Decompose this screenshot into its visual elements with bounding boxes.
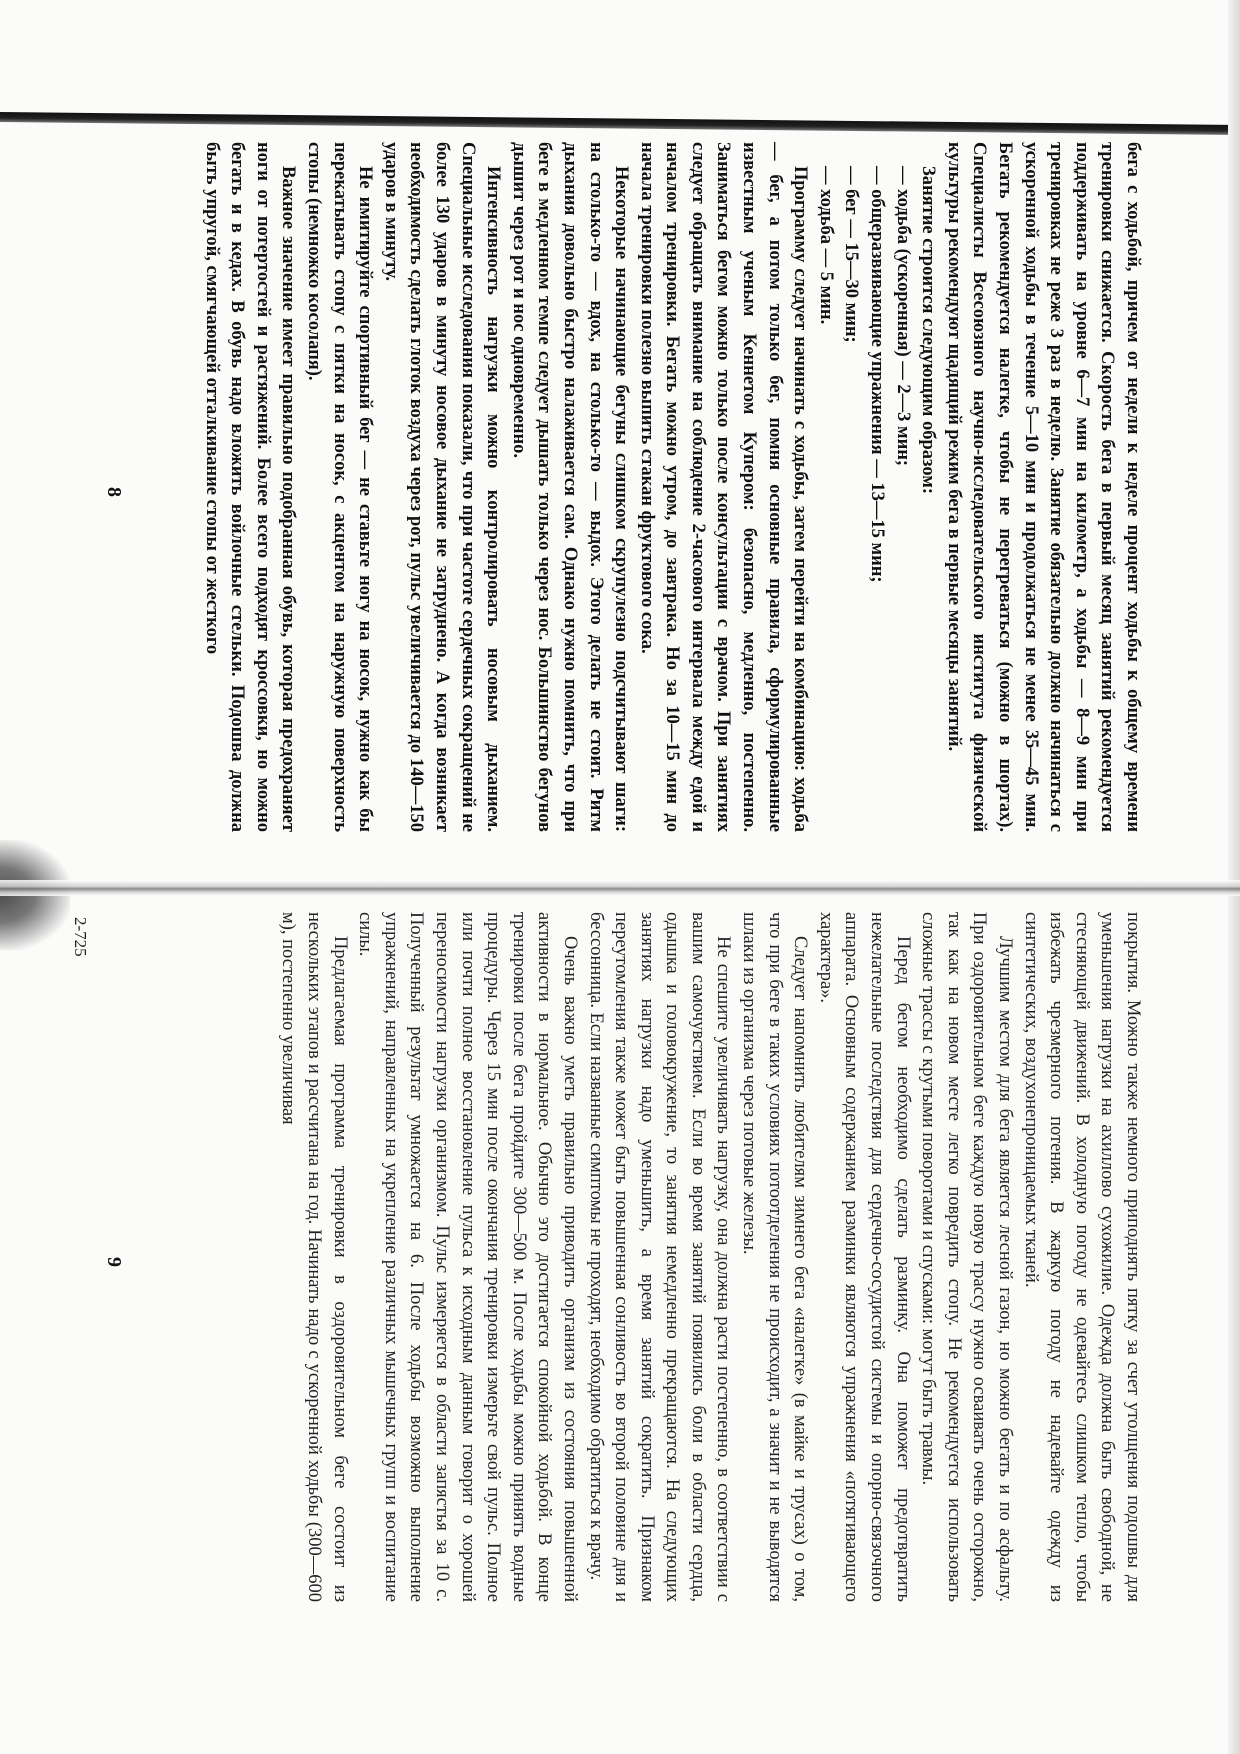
paragraph: Некоторые начинающие бегуны слишком скрупулезно подсчитывают шаги: на столько-то — вдох, на столько-то — выдох. Этого делать не стоит. Ритм дыхания довольно быстро налаживается сам. Однако нужно помнить, что при беге в медленном темпе следует дышать только через нос. Большинство бегунов дышит через рот и нос одновременно. xyxy=(508,142,632,832)
paragraph: покрытия. Можно также немного приподнять пятку за счет утолщения подошвы для уменьшения нагрузки на ахиллово сухожилие. Одежда должна быть свободной, не стесняющей движений. В холодную погоду не одевайтесь слишком тепло, чтобы избежать чрезмерного потения. В жаркую погоду не надевайте одежду из синтетических, воздухонепроницаемых тканей. xyxy=(1020,912,1143,1602)
list-item: — бег — 15—30 мин; xyxy=(841,166,862,343)
page-8-text xyxy=(198,142,1145,832)
page-number: 8 xyxy=(103,487,125,497)
paragraph: Предлагаемая программа тренировки в оздоровительном беге состоит из нескольких этапов и рассчитана на год. Начинать надо с ускоренной ходьбы (300—600 м), постепенно увеличивая xyxy=(278,912,350,1602)
paragraph: Не имитируйте спортивный бег — не ставьте ногу на носок, нужно как бы перекатывать стопу с пятки на носок, с акцентом на наружную поверхность стопы (немножко косолапя). xyxy=(304,142,376,832)
paragraph: бега с ходьбой, причем от недели к неделе процент ходьбы к общему времени тренировки снижается. Скорость бега в первый месяц занятий рекомендуется поддерживать на уровне 6—7 мин на километр, а ходьбы — 8—9 мин при тренировках не реже 3 раз в неделю. Занятие обязательно должно начинаться с ускоренной ходьбы в течение 5—10 мин и продолжаться не менее 35—45 мин. Бегать рекомендуется налегке, чтобы не перегреваться (можно в шортах). Специалисты Всесоюзного научно-исследовательского института физической культуры рекомендуют щадящий режим бега в первые месяцы занятий. xyxy=(943,142,1143,832)
paragraph: Следует напомнить любителям зимнего бега «налегке» (в майке и трусах) о том, что при беге в таких условиях потоотделения не происходит, а значит и не выводятся шлаки из организма через потовые железы. xyxy=(739,912,811,1602)
list-item: — ходьба (ускоренная) — 2—3 мин; xyxy=(892,166,913,467)
book-spread xyxy=(70,107,1170,1647)
exercise-list xyxy=(812,142,914,832)
printer-signature: 2-725 xyxy=(71,917,90,957)
page-number: 9 xyxy=(103,1257,125,1267)
page-9 xyxy=(70,877,1170,1647)
scan-right-edge xyxy=(1228,0,1240,1754)
paragraph: Интенсивность нагрузки можно контролировать носовым дыханием. Специальные исследования показали, что при частоте сердечных сокращений не более 130 ударов в минуту носовое дыхание не затруднено. А когда возникает необходимость сделать глоток воздуха через рот, пульс увеличивается до 140—150 ударов в минуту. xyxy=(380,142,504,832)
list-item: — общеразвивающие упражнения — 13—15 мин; xyxy=(867,166,888,583)
page-9-text xyxy=(275,912,1145,1602)
paragraph: Перед бегом необходимо сделать разминку. Она поможет предотвратить нежелательные последствия для сердечно-сосудистой системы и опорно-связочного аппарата. Основным содержанием разминки являются упражнения «потягивающего характера». xyxy=(815,912,913,1602)
paragraph: Важное значение имеет правильно подобранная обувь, которая предохраняет ноги от потертостей и растяжений. Более всего подходят кроссовки, но можно бегать и в кедах. В обувь надо вложить войлочные стельки. Подошва должна быть упругой, смягчающей отталкивание стопы от жесткого xyxy=(201,142,299,832)
paragraph: Не спешите увеличивать нагрузку, она должна расти постепенно, в соответствии с вашим самочувствием. Если во время занятий появились боли в области сердца, одышка и головокружение, то занятия немедленно прекращаются. На следующих занятиях нагрузки надо уменьшить, а время занятий сократить. Признаком переутомления также может быть повышенная сонливость во второй половине дня и бессонница. Если названные симптомы не проходят, необходимо обратиться к врачу. xyxy=(585,912,734,1602)
page-8 xyxy=(70,107,1170,877)
paragraph: Занятие строится следующим образом: xyxy=(918,166,939,494)
paragraph: Лучшим местом для бега является лесной газон, но можно бегать и по асфальту. При оздоровительном беге каждую новую трассу нужно осваивать очень осторожно, так как на новом месте легко повредить стопу. Не рекомендуется использовать сложные трассы с крутыми поворотами и спусками: могут быть травмы. xyxy=(918,912,1016,1602)
list-item: — ходьба — 5 мин. xyxy=(815,166,836,325)
paragraph: Программу следует начинать с ходьбы, затем перейти на комбинацию: ходьба — бег, а потом только бег, помня основные правила, сформулированные известным ученым Кеннетом Купером: безопасно, медленно, постепенно. Заниматься бегом можно только после консультации с врачом. При занятиях следует обращать внимание на соблюдение 2-часового интервала между едой и началом тренировки. Бегать можно утром, до завтрака. Но за 10—15 мин до начала тренировки полезно выпить стакан фруктового сока. xyxy=(636,142,811,832)
paragraph: Очень важно уметь правильно приводить организм из состояния повышенной активности в нормальное. Обычно это достигается спокойной ходьбой. В конце тренировки после бега пройдите 300—500 м. После ходьбы можно принять водные процедуры. Через 15 мин после окончания тренировки измерьте свой пульс. Полное или почти полное восстановление пульса к исходным данным говорит о хорошей переносимости нагрузки организмом. Пульс измеряется в области запястья за 10 с. Полученный результат умножается на 6. После ходьбы возможно выполнение упражнений, направленных на укрепление различных мышечных групп и воспитание силы. xyxy=(355,912,580,1602)
